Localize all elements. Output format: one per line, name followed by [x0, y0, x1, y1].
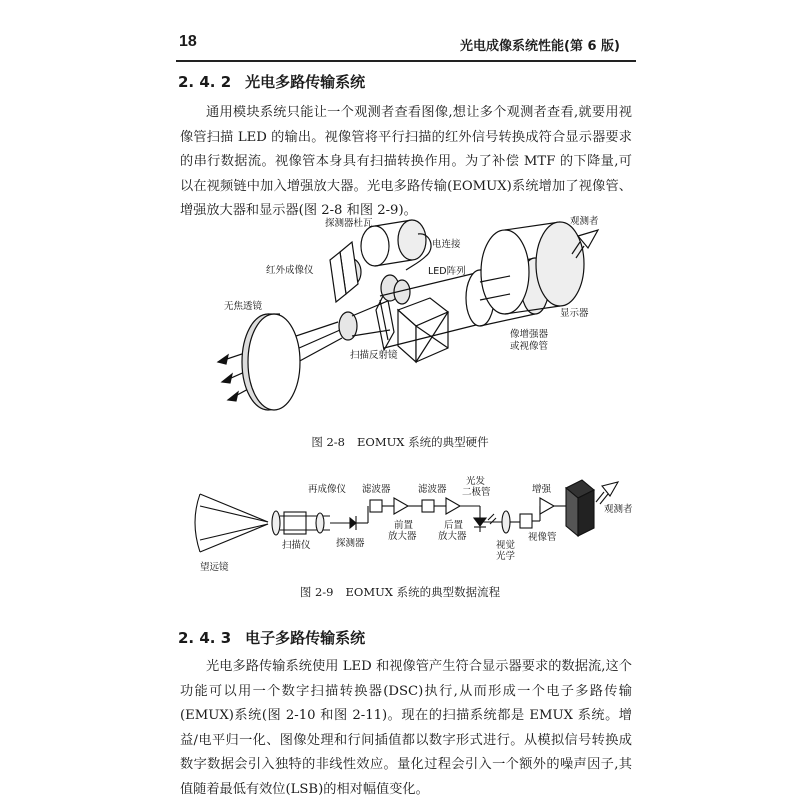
label-filter-1: 滤波器 — [362, 484, 391, 495]
label-observer-2: 观测者 — [604, 504, 633, 515]
label-telescope: 望远镜 — [200, 562, 229, 573]
label-preamp-2: 放大器 — [388, 531, 417, 542]
label-scanner: 扫描仪 — [282, 540, 311, 551]
caption-number: 图 2-8 — [311, 435, 346, 449]
label-led-1: 光发 — [466, 476, 486, 487]
paragraph-text: 光电多路传输系统使用 LED 和视像管产生符合显示器要求的数据流,这个功能可以用一个数字扫描转换器(DSC)执行,从而形成一个电子多路传输(EMUX)系统(图 2-10 和图 2-11)。现在的扫描系统都是 EMUX 系统。增益/电平归一化、图像处理和行间插值都以数字形式进行。从模拟信号转换成数字数据会引入独特的非线性效应。量化过程会引入一个额外的噪声因子,其值随着最低有效位(LSB)的相对幅值变化。 — [180, 659, 632, 797]
label-ir-imager: 红外成像仪 — [266, 265, 314, 276]
caption-text: EOMUX 系统的典型数据流程 — [345, 585, 501, 599]
label-postamp-2: 放大器 — [438, 531, 467, 542]
label-postamp-1: 后置 — [444, 520, 464, 531]
label-vis-optics-1: 视觉 — [496, 540, 516, 551]
section-title: 电子多路传输系统 — [245, 629, 366, 647]
header-rule — [176, 60, 636, 62]
section-number: 2. 4. 3 — [178, 629, 232, 647]
label-dewar: 探测器杜瓦 — [325, 218, 373, 229]
label-led-2: 二极管 — [462, 487, 491, 498]
figure-2-9-data-flow-diagram — [190, 476, 650, 578]
label-afocal: 无焦透镜 — [224, 301, 263, 312]
running-title: 光电成像系统性能(第 6 版) — [460, 39, 620, 54]
label-scan-mirror: 扫描反射镜 — [350, 350, 398, 361]
section-heading-2-4-2 — [178, 71, 365, 92]
section-number: 2. 4. 2 — [178, 73, 232, 91]
figure-2-8-hardware-diagram — [180, 212, 640, 430]
section-heading-2-4-3 — [178, 627, 365, 648]
label-boost: 增强 — [532, 484, 552, 495]
label-electrical: 电连接 — [432, 239, 461, 250]
label-vis-optics-2: 光学 — [496, 551, 516, 562]
label-detector: 探测器 — [336, 538, 365, 549]
label-intensifier-2: 或视像管 — [510, 341, 549, 352]
label-filter-2: 滤波器 — [418, 484, 447, 495]
label-observer: 观测者 — [570, 216, 599, 227]
label-reimager: 再成像仪 — [308, 484, 347, 495]
paragraph-2-4-3 — [180, 655, 632, 802]
paragraph-2-4-2 — [180, 101, 632, 224]
figure-2-8-caption — [0, 434, 800, 450]
page-number: 18 — [179, 33, 197, 50]
caption-text: EOMUX 系统的典型硬件 — [357, 435, 489, 449]
label-preamp-1: 前置 — [394, 520, 414, 531]
label-vidicon: 视像管 — [528, 532, 557, 543]
paragraph-text: 通用模块系统只能让一个观测者查看图像,想让多个观测者查看,就要用视像管扫描 LED 的输出。视像管将平行扫描的红外信号转换成符合显示器要求的串行数据流。视像管本身具有扫描转换作用。为了补偿 MTF 的下降量,可以在视频链中加入增强放大器。光电多路传输(EOMUX)系统增加了视像管、增强放大器和显示器(图 2-8 和图 2-9)。 — [180, 105, 632, 218]
section-title: 光电多路传输系统 — [245, 73, 366, 91]
caption-number: 图 2-9 — [299, 585, 334, 599]
label-intensifier-1: 像增强器 — [510, 329, 549, 340]
label-display: 显示器 — [560, 308, 589, 319]
label-led-array: LED阵列 — [428, 266, 466, 277]
figure-2-9-caption — [0, 584, 800, 600]
